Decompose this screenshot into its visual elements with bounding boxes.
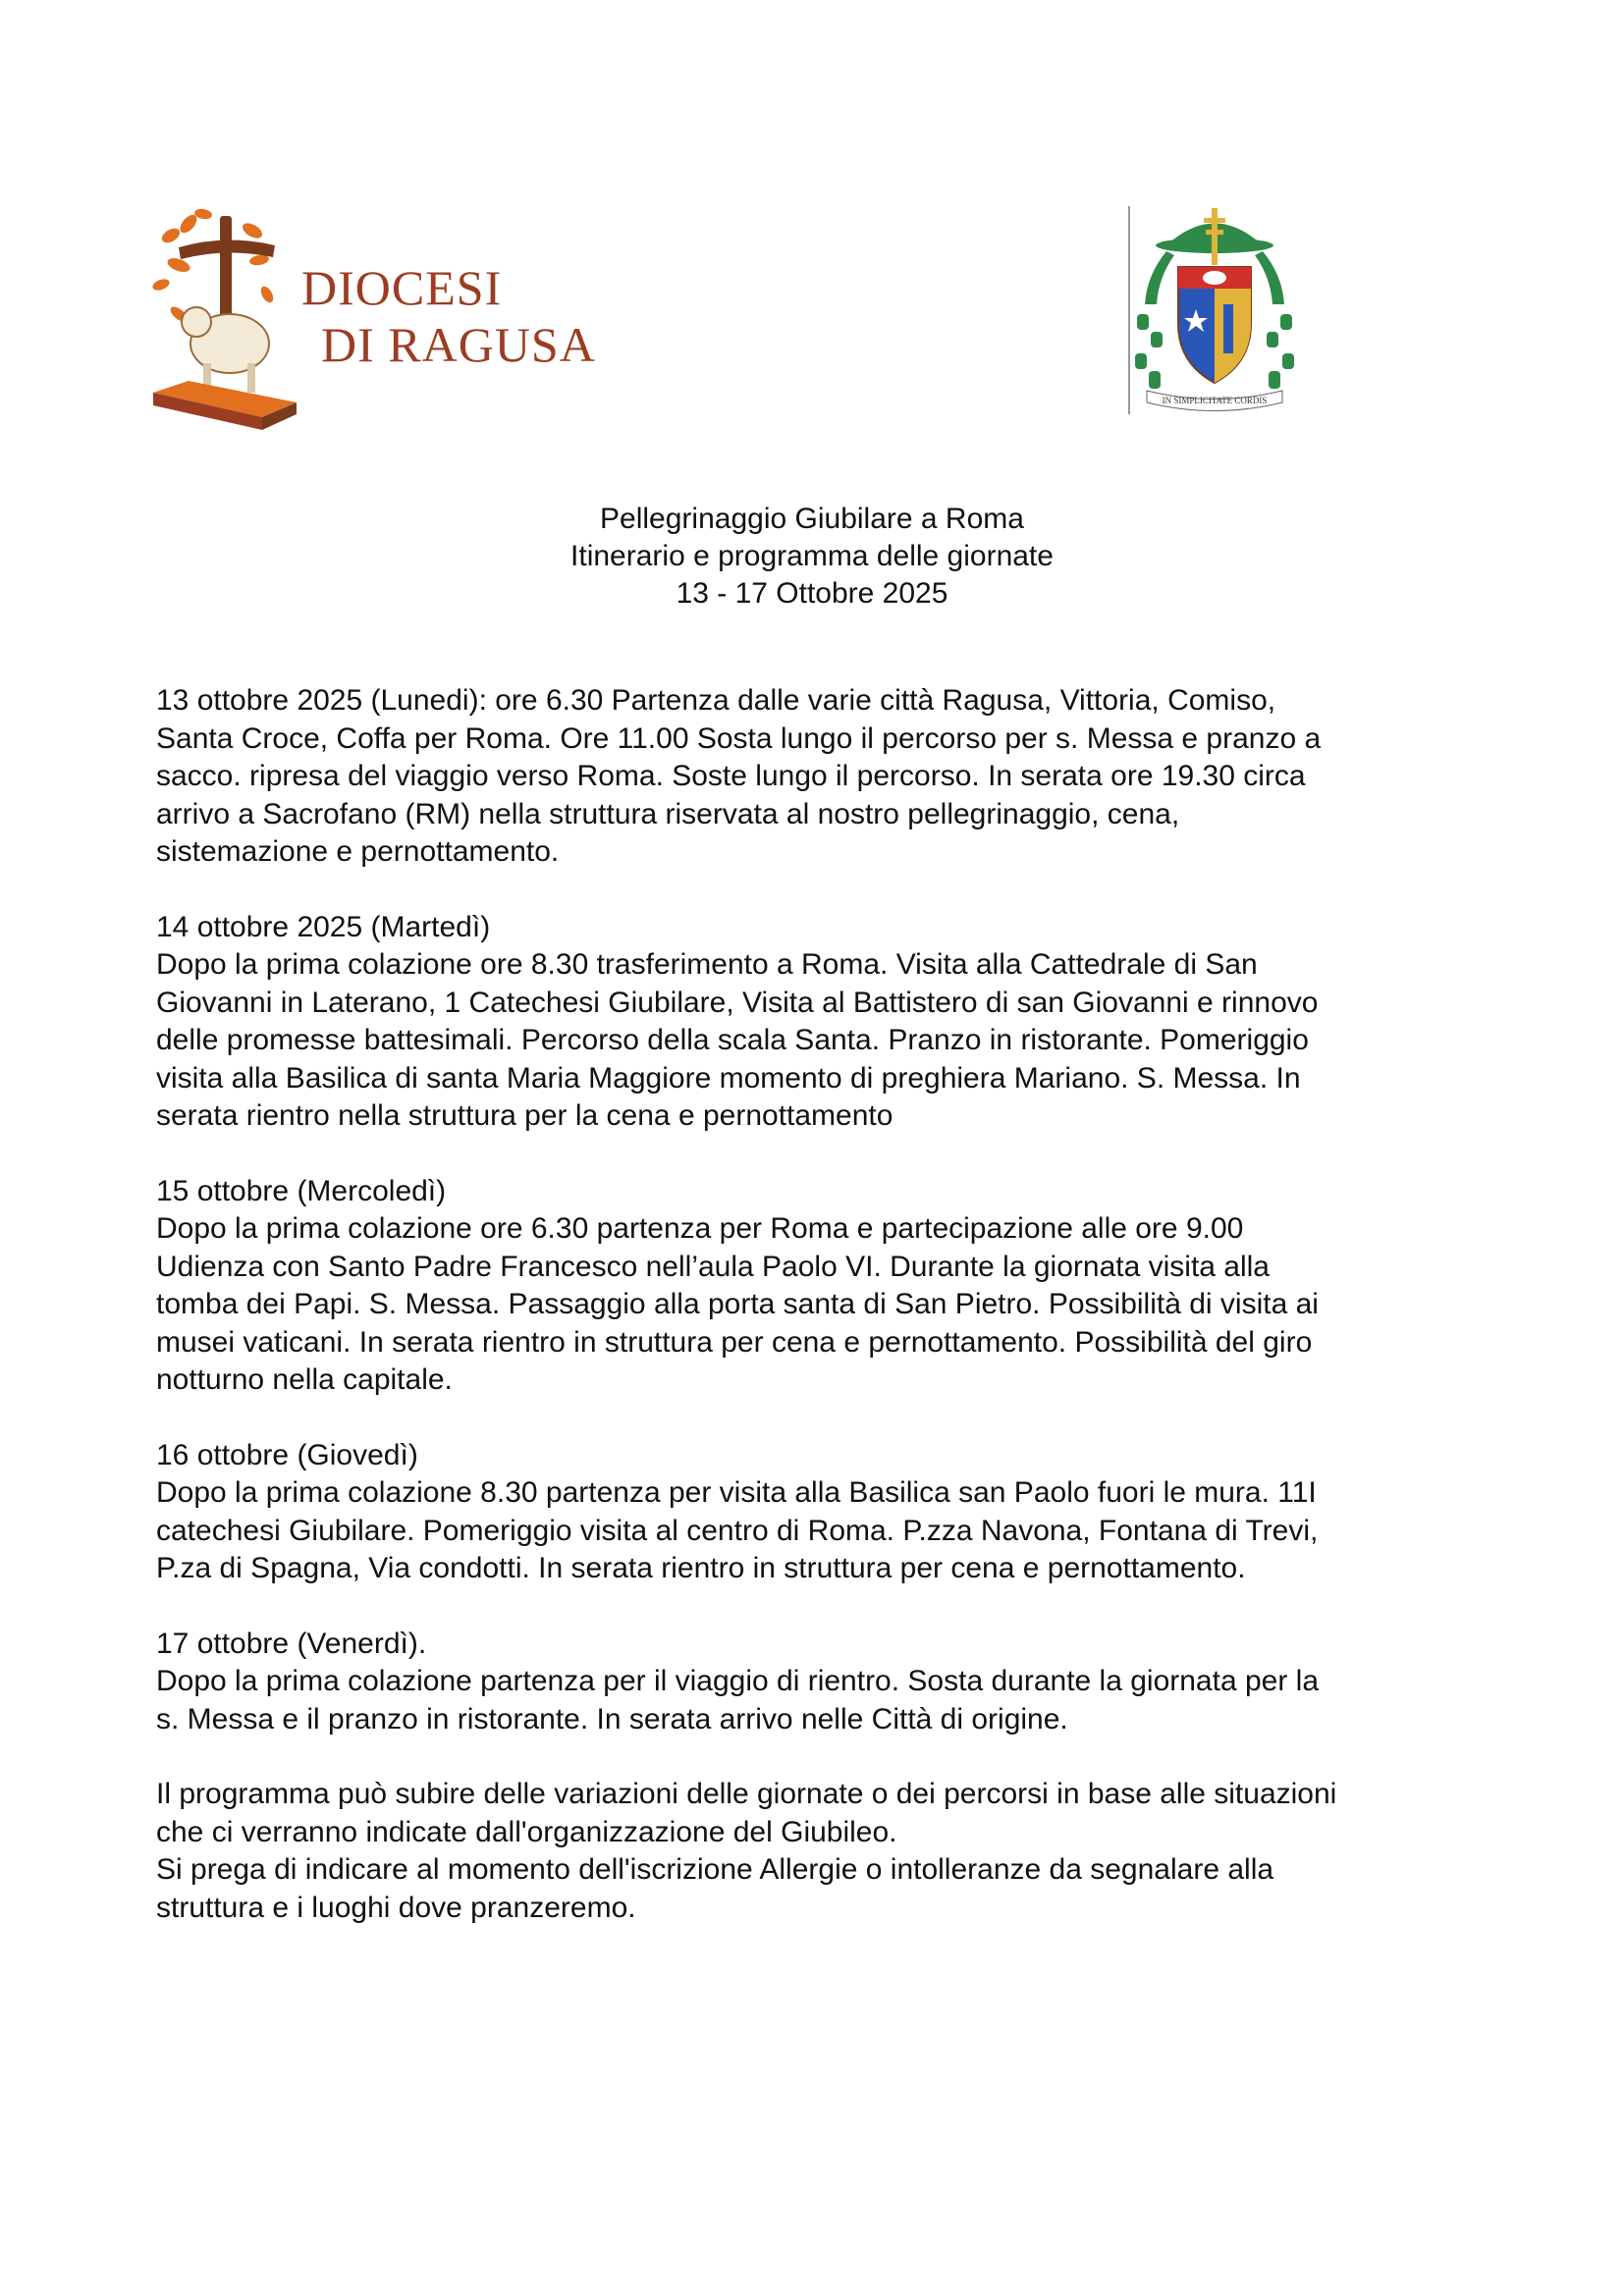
- text-line: s. Messa e il pranzo in ristorante. In serata arrivo nelle Città di origine.: [156, 1702, 1068, 1735]
- page-subtitle: Itinerario e programma delle giornate: [570, 540, 1054, 572]
- text-line: Giovanni in Laterano, 1 Catechesi Giubilare, Visita al Battistero di san Giovanni e rinnovo: [156, 986, 1319, 1019]
- shield-icon: [1178, 267, 1251, 383]
- page-dates: 13 - 17 Ottobre 2025: [676, 577, 948, 610]
- itinerary: [156, 682, 1501, 1964]
- notes-paragraph: [156, 1776, 1501, 1927]
- coat-of-arms: [1127, 206, 1302, 417]
- text-line: P.za di Spagna, Via condotti. In serata rientro in struttura per cena e pernottamento.: [156, 1552, 1246, 1584]
- text-line: delle promesse battesimali. Percorso della scala Santa. Pranzo in ristorante. Pomeriggio: [156, 1024, 1309, 1056]
- motto: IN SIMPLICITATE CORDIS: [1162, 396, 1268, 405]
- text-line: tomba dei Papi. S. Messa. Passaggio alla porta santa di San Pietro. Possibilità di visita ai: [156, 1288, 1319, 1320]
- text-line: struttura e i luoghi dove pranzeremo.: [156, 1891, 636, 1924]
- text-line: Dopo la prima colazione 8.30 partenza per visita alla Basilica san Paolo fuori le mura. 11I: [156, 1476, 1317, 1509]
- text-line: sacco. ripresa del viaggio verso Roma. Soste lungo il percorso. In serata ore 19.30 circa: [156, 760, 1306, 792]
- text-line: Si prega di indicare al momento dell'iscrizione Allergie o intolleranze da segnalare alla: [156, 1853, 1274, 1886]
- text-line: Udienza con Santo Padre Francesco nell’aula Paolo VI. Durante la giornata visita alla: [156, 1250, 1270, 1283]
- day-heading: 14 ottobre 2025 (Martedì): [156, 910, 491, 943]
- text-line: arrivo a Sacrofano (RM) nella struttura riservata al nostro pellegrinaggio, cena,: [156, 797, 1180, 830]
- text-line: serata rientro nella struttura per la cena e pernottamento: [156, 1099, 893, 1132]
- day-1-paragraph: [156, 682, 1501, 872]
- day-5-paragraph: [156, 1626, 1501, 1739]
- text-line: Dopo la prima colazione ore 8.30 trasferimento a Roma. Visita alla Cattedrale di San: [156, 948, 1258, 981]
- day-heading: 15 ottobre (Mercoledì): [156, 1174, 447, 1207]
- text-line: Dopo la prima colazione ore 6.30 partenza per Roma e partecipazione alle ore 9.00: [156, 1212, 1244, 1245]
- day-4-paragraph: [156, 1437, 1501, 1588]
- text-line: Il programma può subire delle variazioni delle giornate o dei percorsi in base alle situazioni: [156, 1778, 1337, 1810]
- day-heading: 16 ottobre (Giovedì): [156, 1438, 418, 1471]
- leaves-icon: [151, 208, 276, 325]
- text-line: catechesi Giubilare. Pomeriggio visita al centro di Roma. P.zza Navona, Fontana di Trevi,: [156, 1514, 1319, 1547]
- day-3-paragraph: [156, 1173, 1501, 1400]
- diocese-logo: [149, 206, 596, 432]
- text-line: sistemazione e pernottamento.: [156, 835, 560, 868]
- day-heading: 17 ottobre (Venerdì).: [156, 1627, 427, 1660]
- text-line: Santa Croce, Coffa per Roma. Ore 11.00 Sosta lungo il percorso per s. Messa e pranzo a: [156, 721, 1322, 755]
- lamb-icon: [182, 307, 269, 393]
- text-line: notturno nella capitale.: [156, 1363, 453, 1396]
- text-line: Dopo la prima colazione partenza per il viaggio di rientro. Sosta durante la giornata per la: [156, 1665, 1320, 1697]
- logo-line-1: DIOCESI: [301, 260, 503, 315]
- text-line: visita alla Basilica di santa Maria Maggiore momento di preghiera Mariano. S. Messa. In: [156, 1061, 1301, 1095]
- title-block: [0, 501, 1624, 613]
- text-line: musei vaticani. In serata rientro in struttura per cena e pernottamento. Possibilità del giro: [156, 1325, 1313, 1359]
- page-title: Pellegrinaggio Giubilare a Roma: [600, 503, 1024, 535]
- logo-line-2: DI RAGUSA: [321, 317, 596, 372]
- text-line: 13 ottobre 2025 (Lunedi): ore 6.30 Partenza dalle varie città Ragusa, Vittoria, Comiso,: [156, 684, 1276, 717]
- day-2-paragraph: [156, 909, 1501, 1136]
- text-line: che ci verranno indicate dall'organizzazione del Giubileo.: [156, 1815, 897, 1848]
- book-icon: [153, 381, 297, 430]
